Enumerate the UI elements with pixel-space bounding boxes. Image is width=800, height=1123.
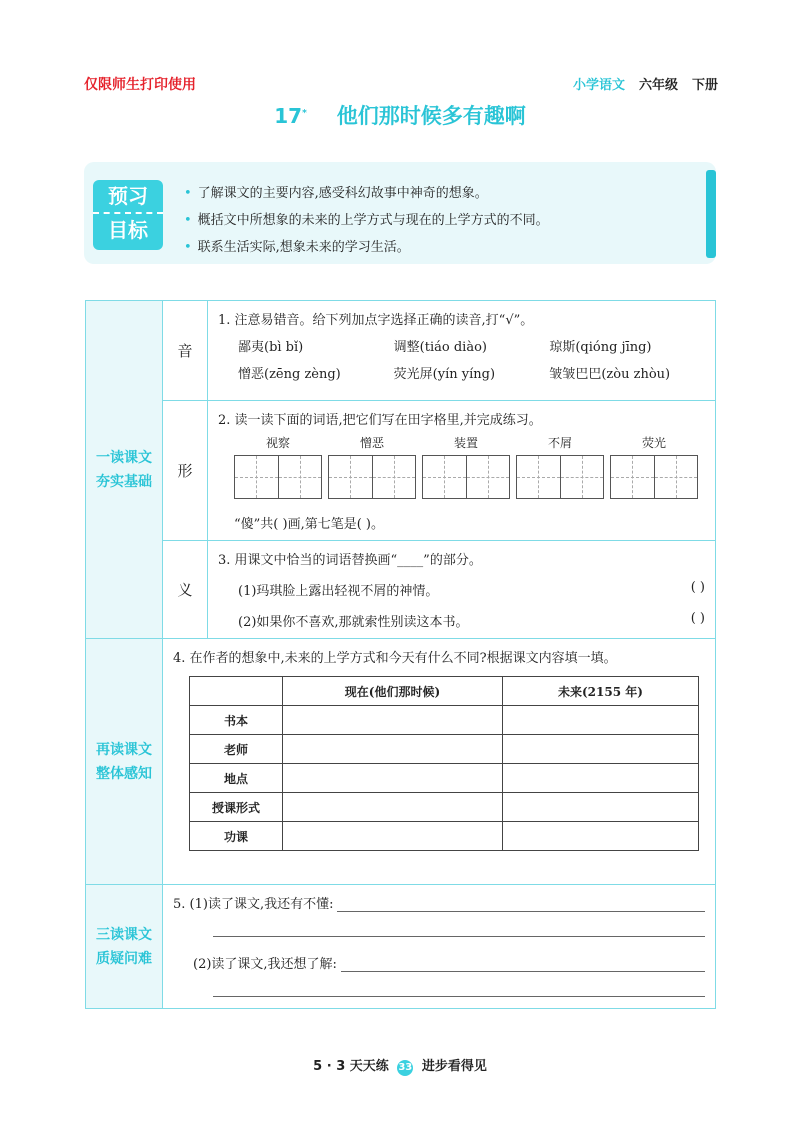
answer-cell[interactable]: [502, 822, 698, 851]
grade-label: 六年级: [638, 78, 678, 93]
page-number: 33: [397, 1060, 413, 1076]
lesson-title-text: 他们那时候多有趣啊: [336, 104, 526, 128]
pinyin-option[interactable]: 调整(tiáo diào): [393, 340, 487, 355]
answer-cell[interactable]: [283, 735, 503, 764]
tianzige-word: 憎恶: [328, 434, 416, 499]
pinyin-row: [238, 363, 705, 382]
answer-cell[interactable]: [502, 793, 698, 822]
question-4: 4. 在作者的想象中,未来的上学方式和今天有什么不同?根据课文内容填一填。 现在(他们那时候) 未来(2155 年) 书本 老师 地点 授课形式 功课: [163, 639, 716, 885]
answer-line[interactable]: [213, 936, 705, 937]
print-notice: 仅限师生打印使用: [84, 77, 196, 93]
goal-item: • 了解课文的主要内容,感受科幻故事中神奇的想象。: [184, 186, 488, 201]
category-meaning: 义: [163, 541, 208, 639]
comparison-table: [189, 676, 699, 851]
tianzige-word: 荧光: [610, 434, 698, 499]
tianzige-word: 不屑: [516, 434, 604, 499]
sentence-2: (2)如果你不喜欢,那就索性别读这本书。 ( ): [238, 611, 705, 630]
row-label: 功课: [190, 822, 283, 851]
pinyin-option[interactable]: 憎恶(zēng zèng): [238, 367, 341, 382]
answer-cell[interactable]: [283, 822, 503, 851]
answer-line[interactable]: [341, 971, 705, 972]
row-label: 书本: [190, 706, 283, 735]
col-header-now: 现在(他们那时候): [283, 677, 503, 706]
subject-label: 小学语文: [572, 78, 625, 93]
answer-line[interactable]: [213, 996, 705, 997]
question-2: 2. 读一读下面的词语,把它们写在田字格里,并完成练习。 视察 憎恶 装置 不屑 荧光 “傻”共( )画,第七笔是( )。: [208, 401, 716, 541]
footer: 5 · 3 天天练 33 进步看得见: [313, 1059, 487, 1074]
goals-list: [184, 180, 549, 261]
tianzige-word: 视察: [234, 434, 322, 499]
term-label: 下册: [691, 78, 718, 93]
category-form: 形: [163, 401, 208, 541]
section-first-read: 一读课文 夯实基础: [86, 301, 163, 639]
tianzige-grid[interactable]: [422, 455, 510, 499]
col-header-future: 未来(2155 年): [502, 677, 698, 706]
question-3: 3. 用课文中恰当的词语替换画“____”的部分。 (1)玛琪脸上露出轻视不屑的神情。 ( ) (2)如果你不喜欢,那就索性别读这本书。 ( ): [208, 541, 716, 639]
pinyin-option[interactable]: 荧光屏(yín yíng): [393, 367, 496, 382]
goals-panel-edge: [706, 170, 716, 258]
question-1: 1. 注意易错音。给下列加点字选择正确的读音,打“√”。 鄙夷(bì bǐ) 调整(tiáo diào) 琼斯(qióng jīng) 憎恶(zēng zèng) 荧光屏(yín yíng) 皱皱巴巴(zòu zhòu): [208, 301, 716, 401]
tianzige-word: 装置: [422, 434, 510, 499]
goals-tag: 预习 目标: [93, 180, 163, 250]
goal-item: • 联系生活实际,想象未来的学习生活。: [184, 240, 410, 255]
tianzige-grid[interactable]: [234, 455, 322, 499]
goal-item: • 概括文中所想象的未来的上学方式与现在的上学方式的不同。: [184, 213, 549, 228]
answer-cell[interactable]: [502, 764, 698, 793]
pinyin-option[interactable]: 琼斯(qióng jīng): [549, 340, 652, 355]
pinyin-option[interactable]: 皱皱巴巴(zòu zhòu): [549, 367, 671, 382]
answer-line[interactable]: [337, 911, 705, 912]
pinyin-row: [238, 336, 705, 355]
tianzige-grid[interactable]: [516, 455, 604, 499]
sentence-1: (1)玛琪脸上露出轻视不屑的神情。 ( ): [238, 580, 705, 599]
answer-paren[interactable]: ( ): [690, 611, 705, 626]
tianzige-grid[interactable]: [328, 455, 416, 499]
answer-cell[interactable]: [283, 793, 503, 822]
lesson-number: 17*: [274, 104, 307, 128]
row-label: 老师: [190, 735, 283, 764]
header-right: [573, 74, 718, 93]
pinyin-option[interactable]: 鄙夷(bì bǐ): [238, 340, 304, 355]
section-third-read: 三读课文 质疑问难: [86, 885, 163, 1009]
answer-cell[interactable]: [502, 735, 698, 764]
section-second-read: 再读课文 整体感知: [86, 639, 163, 885]
question-5: 5. (1)读了课文,我还有不懂: (2)读了课文,我还想了解:: [163, 885, 716, 1009]
answer-cell[interactable]: [283, 706, 503, 735]
row-label: 授课形式: [190, 793, 283, 822]
category-sound: 音: [163, 301, 208, 401]
exercise-table: [85, 300, 716, 1009]
answer-cell[interactable]: [502, 706, 698, 735]
stroke-fill[interactable]: “傻”共( )画,第七笔是( )。: [234, 517, 384, 532]
row-label: 地点: [190, 764, 283, 793]
answer-cell[interactable]: [283, 764, 503, 793]
answer-paren[interactable]: ( ): [690, 580, 705, 595]
tianzige-row: [234, 434, 705, 499]
lesson-title: [0, 100, 800, 130]
tianzige-grid[interactable]: [610, 455, 698, 499]
